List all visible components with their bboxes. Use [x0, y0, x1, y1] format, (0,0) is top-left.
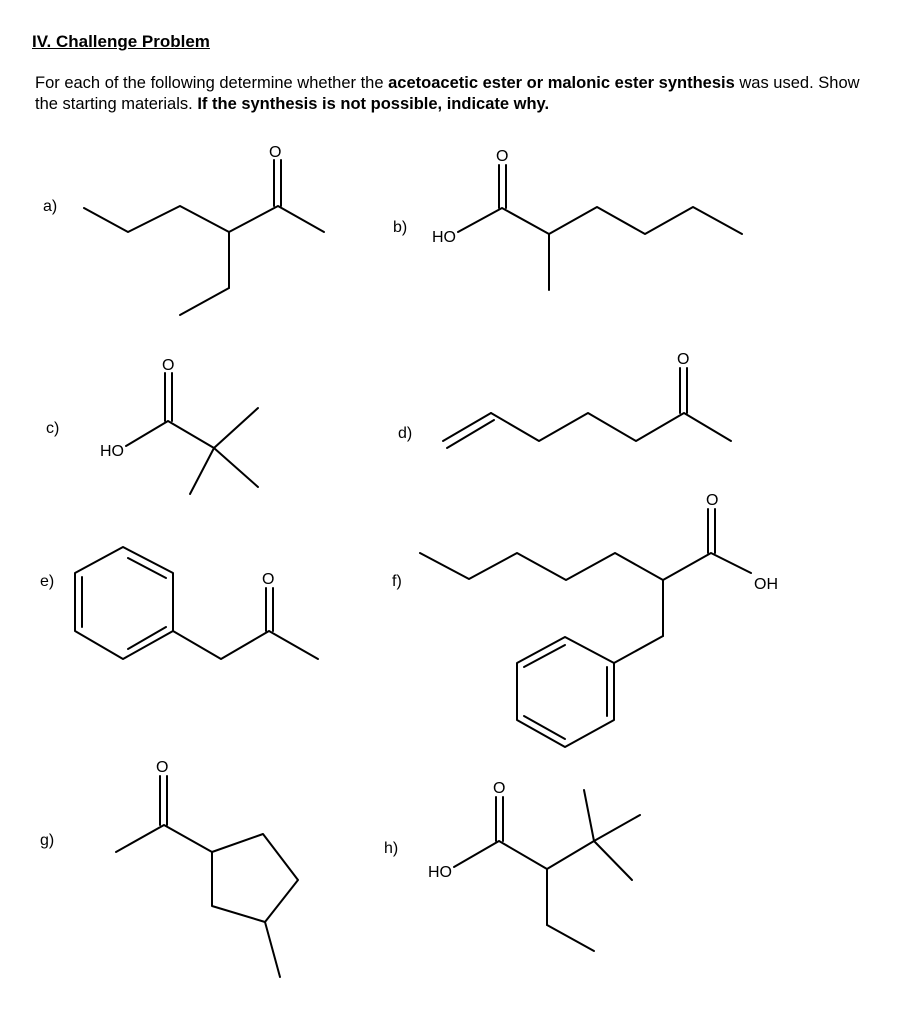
instructions-bold-not-possible: If the synthesis is not possible, indicate why.	[197, 95, 550, 113]
atom-ho: HO	[428, 864, 452, 881]
structure-a	[84, 144, 324, 315]
atom-o: O	[162, 357, 175, 374]
structure-c	[100, 357, 258, 494]
atom-o: O	[262, 571, 275, 588]
problem-label-a: a)	[43, 198, 58, 215]
instructions-text: For each of the following determine whether the acetoacetic ester or malonic ester synthesis was used. Show the starting materials. If the synthesis is not possible, indicate why.	[35, 74, 860, 113]
problem-label-h: h)	[384, 840, 399, 857]
problem-label-b: b)	[393, 219, 408, 236]
structure-f	[420, 492, 778, 747]
problem-label-d: d)	[398, 425, 413, 442]
structure-g	[116, 759, 298, 977]
atom-o: O	[493, 780, 506, 797]
structure-h	[428, 780, 640, 951]
problem-label-e: e)	[40, 573, 55, 590]
atom-ho: HO	[432, 229, 456, 246]
atom-o: O	[269, 144, 282, 161]
problem-label-g: g)	[40, 832, 55, 849]
section-heading: IV. Challenge Problem	[32, 32, 210, 51]
structure-b	[432, 148, 742, 290]
atom-o: O	[156, 759, 169, 776]
problem-label-c: c)	[46, 420, 60, 437]
problem-label-f: f)	[392, 573, 402, 590]
structure-e	[75, 547, 318, 659]
atom-oh: OH	[754, 576, 778, 593]
atom-o: O	[706, 492, 719, 509]
atom-ho: HO	[100, 443, 124, 460]
atom-o: O	[677, 351, 690, 368]
atom-o: O	[496, 148, 509, 165]
structure-d	[443, 351, 731, 448]
instructions-bold-synthesis: acetoacetic ester or malonic ester synthesis	[388, 74, 735, 92]
